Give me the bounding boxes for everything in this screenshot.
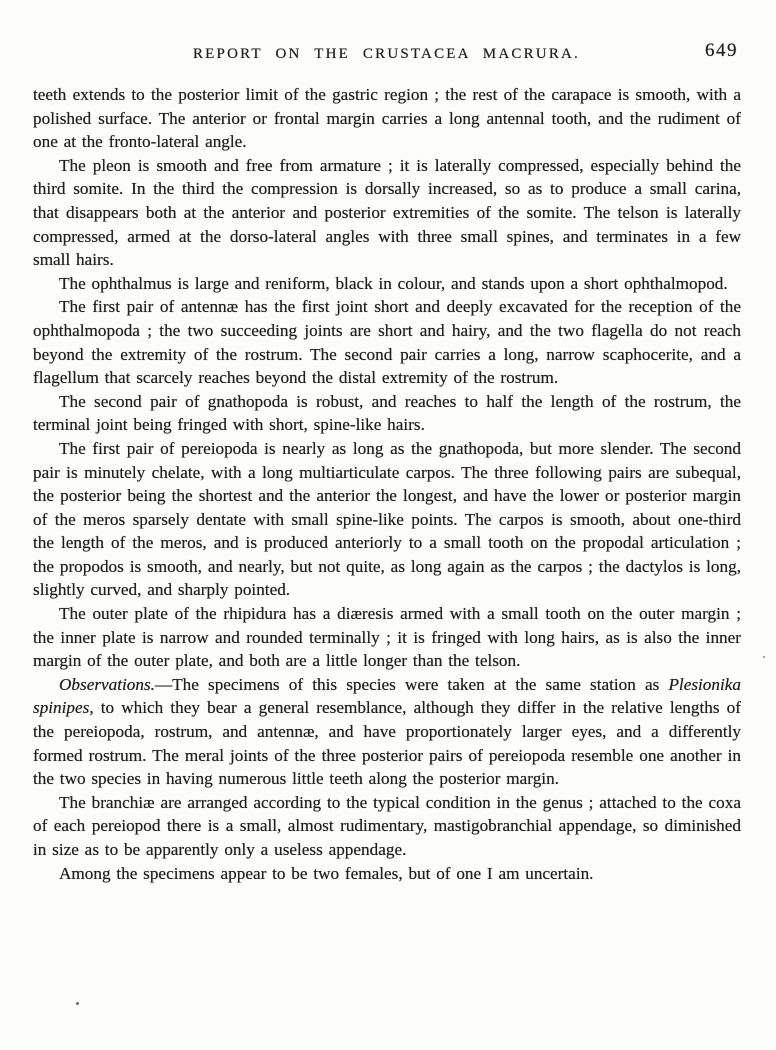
text-run: The first pair of antennæ has the first joint short and deeply excavated for the reception of the ophthalmopoda ; the two succeeding joints are short and hairy, and the two flagella do not reach beyond the extremity of the rostrum. The second pair carries a long, narrow scaphocerite, and a flagellum that scarcely reaches beyond the distal extremity of the rostrum. [33,297,741,388]
text-run: The ophthalmus is large and reniform, black in colour, and stands upon a short ophthalmopod. [59,273,728,293]
paragraph [33,437,741,602]
text-run: —The specimens of this species were taken at the same station as [154,674,669,694]
paragraph [33,602,741,673]
paragraph [33,673,741,791]
page-header [33,40,740,72]
scan-speck [763,656,765,658]
paragraph [33,862,741,886]
italic-text-run: Observations. [59,674,155,694]
paragraph [33,390,741,437]
text-run: , to which they bear a general resemblance, although they differ in the relative lengths of the pereiopoda, rostrum, and antennæ, and have proportionately larger eyes, and a differently formed rostrum. The meral joints of the three posterior pairs of pereiopoda resemble one another in the two species in having numerous little teeth along the posterior margin. [33,698,741,789]
text-run: The first pair of pereiopoda is nearly as long as the gnathopoda, but more slender. The second pair is minutely chelate, with a long multiarticulate carpos. The three following pairs are subequal, the posterior being the shortest and the anterior the longest, and have the lower or posterior margin of the meros sparsely dentate with small spine-like points. The carpos is smooth, about one-third the length of the meros, and is produced anteriorly to a small tooth on the propodal articulation ; the propodos is smooth, and nearly, but not quite, as long again as the carpos ; the dactylos is long, slightly curved, and sharply pointed. [33,438,741,600]
page-number: 649 [705,40,738,61]
paragraph [33,83,741,154]
text-run: The pleon is smooth and free from armature ; it is laterally compressed, especially behind the third somite. In the third the compression is dorsally increased, so as to produce a small carina, that disappears both at the anterior and posterior extremities of the somite. The telson is laterally compressed, armed at the dorso-lateral angles with three small spines, and terminates in a few small hairs. [33,155,741,270]
page-body [33,83,741,885]
text-run: The outer plate of the rhipidura has a diæresis armed with a small tooth on the outer margin ; the inner plate is narrow and rounded terminally ; it is fringed with long hairs, as is also the inner margin of the outer plate, and both are a little longer than the telson. [33,604,741,671]
scan-speck [76,1002,79,1005]
paragraph [33,295,741,389]
italic-text-run: Plesionika spinipes [33,674,741,718]
text-run: Among the specimens appear to be two females, but of one I am uncertain. [59,863,594,883]
paragraph [33,272,741,296]
text-run: teeth extends to the posterior limit of the gastric region ; the rest of the carapace is smooth, with a polished surface. The anterior or frontal margin carries a long antennal tooth, and the rudiment of one at the fronto-lateral angle. [33,85,741,152]
paragraph [33,154,741,272]
text-run: The second pair of gnathopoda is robust, and reaches to half the length of the rostrum, the terminal joint being fringed with short, spine-like hairs. [33,391,741,435]
text-run: The branchiæ are arranged according to the typical condition in the genus ; attached to the coxa of each pereiopod there is a small, almost rudimentary, mastigobranchial appendage, so diminished in size as to be apparently only a useless appendage. [33,792,741,859]
paragraph [33,791,741,862]
running-title: REPORT ON THE CRUSTACEA MACRURA. [192,46,581,62]
